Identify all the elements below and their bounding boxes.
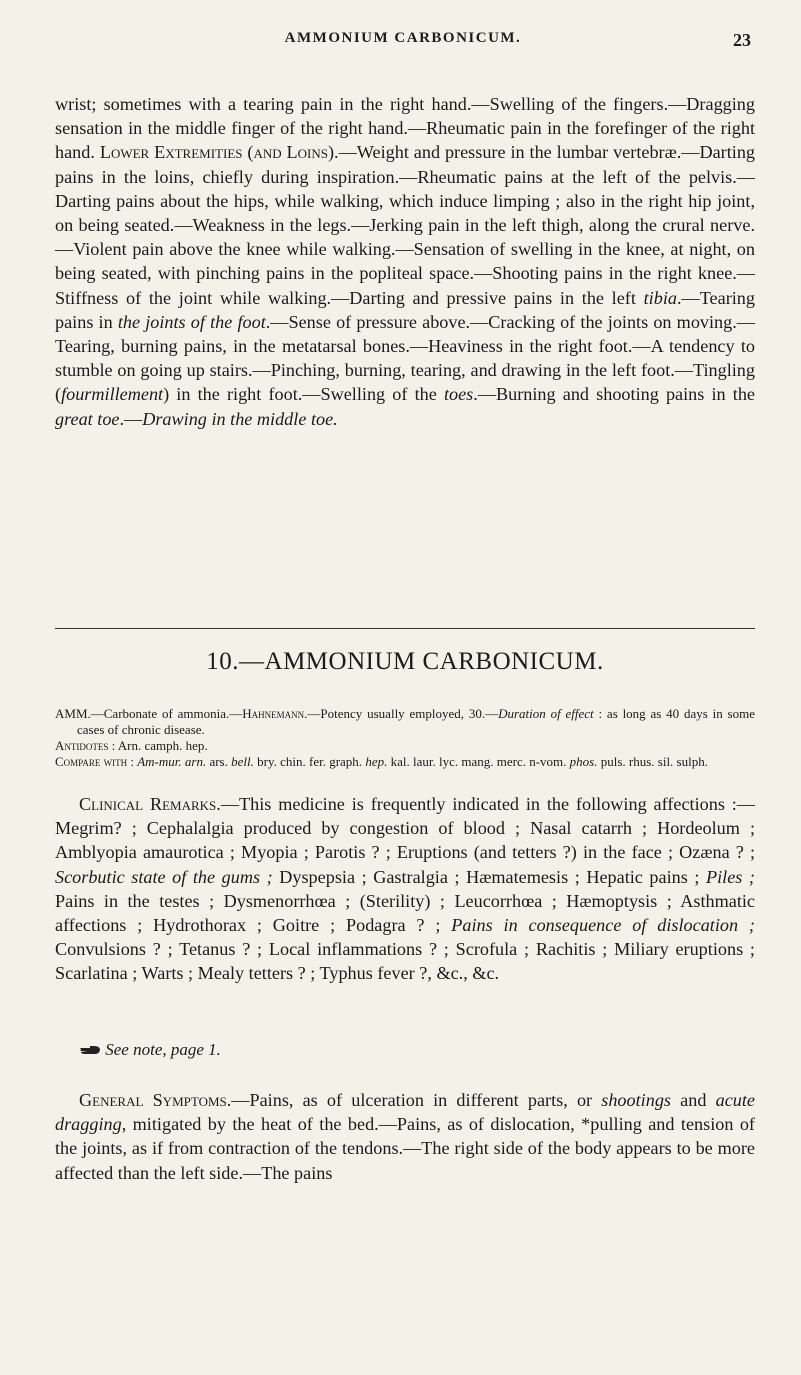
text-run: bry. chin. fer. graph. — [253, 754, 366, 769]
text-run: —This medicine is frequently indicated in the following affections :—Megrim? ; Cephalalgia produced by congestion of blood ; Nasal catarrh ; Hordeolum ; Amblyopia amaurotica ; Myopia ; Parotis ? ; Eruptions (and tetters ?) in the face ; Ozæna ? ; — [55, 794, 755, 863]
text-run: .—Burning and shooting pains in the — [473, 384, 755, 405]
italic-term: hep. — [365, 754, 388, 769]
text-run: wrist; sometimes with a tearing pain in the right hand.—Swelling of the fingers.—Dragging sensation in the middle finger of the right hand.—Rheumatic pain in the forefinger of the right hand. — [55, 94, 755, 163]
text-run: .—Potency usually employed, 30.— — [304, 706, 499, 721]
italic-term: fourmillement — [61, 384, 164, 405]
italic-term: Piles ; — [706, 866, 755, 887]
italic-term: phos. — [569, 754, 598, 769]
italic-term: acute dragging — [55, 1090, 755, 1135]
text-run: : — [127, 754, 138, 769]
text-run: : as long as 40 days in some cases of chronic disease. — [77, 706, 756, 737]
text-run: , mitigated by the heat of the bed.—Pains, as of dislocation, *pulling and tension of the joints, as if from contraction of the tendons.—The right side of the body appears to be more affected than the left side.—The pains — [55, 1114, 755, 1183]
general-symptoms — [55, 1088, 755, 1185]
italic-term: Am-mur. arn. — [137, 754, 207, 769]
antidotes-line — [55, 738, 755, 754]
text-run: Pains in the testes ; Dysmenorrhœa ; (Sterility) ; Leucorrhœa ; Hæmoptysis ; Asthmatic affections ; Hydrothorax ; Goitre ; Podagra ? ; — [55, 890, 755, 936]
general-symptoms-paragraph — [55, 1088, 755, 1185]
see-note-text: See note, page 1. — [105, 1040, 221, 1059]
text-run: ars. — [206, 754, 232, 769]
lower-extremities-heading: Lower Extremities (and Loins). — [99, 142, 339, 163]
pointing-hand-icon — [79, 1041, 101, 1063]
remedy-source-line — [55, 706, 755, 738]
section-title: 10.—AMMONIUM CARBONICUM. — [206, 648, 604, 675]
text-run: ) in the right foot.—Swelling of the — [163, 384, 444, 405]
italic-term: Pains in consequence of dislocation ; — [451, 915, 755, 936]
italic-term: Drawing in the middle toe. — [142, 408, 338, 429]
clinical-remarks-paragraph — [55, 792, 755, 986]
previous-section-text — [55, 92, 755, 431]
italic-term: great toe — [55, 408, 120, 429]
italic-term: the joints of the foot — [117, 311, 266, 332]
page-header — [55, 30, 751, 58]
text-run: kal. laur. lyc. mang. merc. n-vom. — [387, 754, 570, 769]
remedy-metadata — [55, 706, 755, 770]
italic-term: Scorbutic state of the gums ; — [55, 866, 273, 887]
antidotes-label: Antidotes — [55, 738, 109, 753]
italic-term: tibia — [643, 287, 677, 308]
text-run: .— — [119, 408, 143, 429]
paragraph-upper-extremities-end — [55, 92, 755, 431]
text-run: .—Tearing pains in — [55, 287, 755, 332]
author-name: Hahnemann — [242, 706, 305, 721]
text-run: Convulsions ? ; Tetanus ? ; Local inflammations ? ; Scrofula ; Rachitis ; Miliary eruptions ; Scarlatina ; Warts ; Mealy tetters ? ; Typhus fever ?, &c., &c. — [55, 939, 755, 984]
italic-term: shootings — [601, 1090, 671, 1110]
general-symptoms-label: General Symptoms. — [79, 1090, 232, 1110]
text-run: and — [671, 1090, 716, 1110]
duration-label: Duration of effect — [498, 706, 594, 721]
italic-term: toes — [443, 384, 474, 405]
running-title: AMMONIUM CARBONICUM. — [284, 30, 522, 46]
text-run: —Weight and pressure in the lumbar vertebræ.—Darting pains in the loins, chiefly during inspiration.—Rheumatic pains at the left of the pelvis.—Darting pains about the hips, while walking, which induce limping ; also in the right hip joint, on being seated.—Weakness in the legs.—Jerking pain in the left thigh, along the crural nerve.—Violent pain above the knee while walking.—Sensation of swelling in the knee, at night, on being seated, with pinching pains in the popliteal space.—Shooting pains in the right knee.—Stiffness of the joint while walking.—Darting and pressive pains in the left — [55, 142, 756, 308]
section-divider — [55, 628, 755, 629]
text-run: —Pains, as of ulceration in different parts, or — [231, 1090, 602, 1110]
clinical-remarks-label: Clinical Remarks. — [79, 794, 221, 814]
compare-label: Compare with — [55, 754, 128, 769]
text-run: : Arn. camph. hep. — [108, 738, 208, 753]
clinical-remarks — [55, 792, 755, 986]
compare-line — [55, 754, 755, 770]
text-run: .—Sense of pressure above.—Cracking of the joints on moving.—Tearing, burning pains, in the metatarsal bones.—Heaviness in the right foot.—A tendency to stumble on going up stairs.—Pinching, burning, tearing, and drawing in the left foot.—Tingling ( — [55, 311, 755, 405]
text-run: puls. rhus. sil. sulph. — [597, 754, 708, 769]
text-run: Dyspepsia ; Gastralgia ; Hæmatemesis ; Hepatic pains ; — [272, 866, 706, 887]
see-note — [79, 1039, 221, 1063]
page-number: 23 — [733, 30, 751, 50]
text-run: AMM.—Carbonate of ammonia.— — [55, 706, 243, 721]
italic-term: bell. — [231, 754, 254, 769]
